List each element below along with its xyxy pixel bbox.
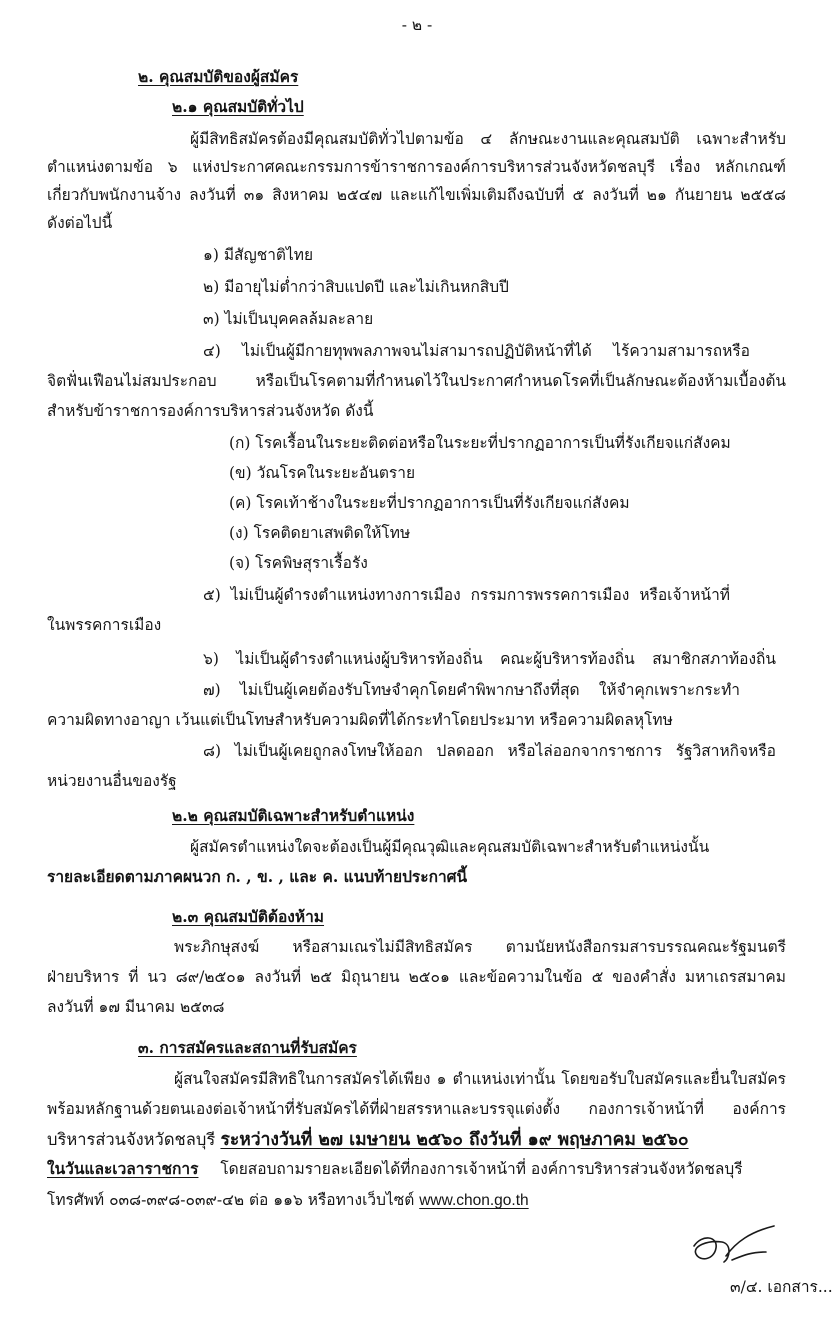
section-3-line-5 <box>47 1189 529 1212</box>
phone-text: โทรศัพท์ ๐๓๘-๓๙๘-๐๓๙-๔๒ ต่อ ๑๑๖ หรือทางเว็บไซต์ <box>47 1191 420 1209</box>
section-2-3-line-3: ลงวันที่ ๑๗ มีนาคม ๒๕๓๘ <box>47 998 225 1016</box>
application-period: ระหว่างวันที่ ๒๗ เมษายน ๒๕๖๐ ถึงวันที่ ๑๙ พฤษภาคม ๒๕๖๐ <box>220 1130 689 1150</box>
qualification-item-4-line-3: สำหรับข้าราชการองค์การบริหารส่วนจังหวัด ดังนี้ <box>47 402 374 420</box>
office-hours: ในวันและเวลาราชการ <box>47 1159 199 1178</box>
qualification-item-5-line-1: ๕) ไม่เป็นผู้ดำรงตำแหน่งทางการเมือง กรรมการพรรคการเมือง หรือเจ้าหน้าที่ <box>203 586 730 604</box>
intro-line-4: ดังต่อไปนี้ <box>47 214 113 232</box>
section-3-line-4 <box>47 1158 743 1180</box>
qualification-item-3: ๓) ไม่เป็นบุคคลล้มละลาย <box>203 310 374 328</box>
section-2-1-title: ๒.๑ คุณสมบัติทั่วไป <box>172 97 304 116</box>
section-3-line-3 <box>47 1128 786 1152</box>
qualification-item-8-line-1: ๘) ไม่เป็นผู้เคยถูกลงโทษให้ออก ปลดออก หรือไล่ออกจากราชการ รัฐวิสาหกิจหรือ <box>203 742 776 760</box>
section-2-2-line-2: รายละเอียดตามภาคผนวก ก. , ข. , และ ค. แนบท้ายประกาศนี้ <box>47 867 468 886</box>
section-3-line-4-text: โดยสอบถามรายละเอียดได้ที่กองการเจ้าหน้าที่ องค์การบริหารส่วนจังหวัดชลบุรี <box>220 1160 743 1178</box>
qualification-item-4-line-1: ๔) ไม่เป็นผู้มีกายทุพพลภาพจนไม่สามารถปฏิบัติหน้าที่ได้ ไร้ความสามารถหรือ <box>203 342 750 360</box>
section-3-line-1: ผู้สนใจสมัครมีสิทธิในการสมัครได้เพียง ๑ ตำแหน่งเท่านั้น โดยขอรับใบสมัครและยื่นใบสมัคร <box>174 1070 786 1088</box>
section-2-2-title: ๒.๒ คุณสมบัติเฉพาะสำหรับตำแหน่ง <box>172 806 415 825</box>
intro-line-2: ตำแหน่งตามข้อ ๖ แห่งประกาศคณะกรรมการข้าราชการองค์การบริหารส่วนจังหวัดชลบุรี เรื่อง หลักเกณฑ์ <box>47 158 786 176</box>
qualification-item-5-line-2: ในพรรคการเมือง <box>47 616 162 634</box>
section-3-line-2: พร้อมหลักฐานด้วยตนเองต่อเจ้าหน้าที่รับสมัครได้ที่ฝ่ายสรรหาและบรรจุแต่งตั้ง กองการเจ้าหน้าที่ องค์การ <box>47 1100 786 1118</box>
disease-item-a: (ก) โรคเรื้อนในระยะติดต่อหรือในระยะที่ปรากฏอาการเป็นที่รังเกียจแก่สังคม <box>229 434 731 452</box>
qualification-item-7-line-1: ๗) ไม่เป็นผู้เคยต้องรับโทษจำคุกโดยคำพิพากษาถึงที่สุด ให้จำคุกเพราะกระทำ <box>203 681 740 699</box>
intro-line-1: ผู้มีสิทธิสมัครต้องมีคุณสมบัติทั่วไปตามข้อ ๔ ลักษณะงานและคุณสมบัติ เฉพาะสำหรับ <box>190 130 786 148</box>
disease-item-d: (ง) โรคติดยาเสพติดให้โทษ <box>229 524 411 542</box>
section-2-3-title: ๒.๓ คุณสมบัติต้องห้าม <box>172 907 325 926</box>
page-number: - ๒ - <box>401 16 433 34</box>
section-2-3-line-1: พระภิกษุสงฆ์ หรือสามเณรไม่มีสิทธิสมัคร ตามนัยหนังสือกรมสารบรรณคณะรัฐมนตรี <box>174 938 786 956</box>
signature-mark <box>686 1222 786 1278</box>
section-2-3-line-2: ฝ่ายบริหาร ที่ นว ๘๙/๒๕๐๑ ลงวันที่ ๒๕ มิถุนายน ๒๕๐๑ และข้อความในข้อ ๕ ของคำสั่ง มหาเถรสมาคม <box>47 968 786 986</box>
intro-line-3: เกี่ยวกับพนักงานจ้าง ลงวันที่ ๓๑ สิงหาคม ๒๕๔๗ และแก้ไขเพิ่มเติมถึงฉบับที่ ๕ ลงวันที่ ๒๑ กันยายน ๒๕๕๘ <box>47 186 786 204</box>
website-link[interactable]: www.chon.go.th <box>419 1192 529 1209</box>
next-page-reference: ๓/๔. เอกสาร... <box>730 1278 833 1296</box>
qualification-item-4-line-2: จิตฟั่นเฟือนไม่สมประกอบ หรือเป็นโรคตามที่กำหนดไว้ในประกาศกำหนดโรคที่เป็นลักษณะต้องห้ามเบื้องต้น <box>47 372 786 390</box>
qualification-item-1: ๑) มีสัญชาติไทย <box>203 246 314 264</box>
section-2-heading: ๒. คุณสมบัติของผู้สมัคร <box>138 67 299 86</box>
disease-item-b: (ข) วัณโรคในระยะอันตราย <box>229 464 416 482</box>
section-3-heading: ๓. การสมัครและสถานที่รับสมัคร <box>138 1038 357 1057</box>
qualification-item-6: ๖) ไม่เป็นผู้ดำรงตำแหน่งผู้บริหารท้องถิ่น คณะผู้บริหารท้องถิ่น สมาชิกสภาท้องถิ่น <box>203 650 776 668</box>
qualification-item-8-line-2: หน่วยงานอื่นของรัฐ <box>47 772 177 790</box>
disease-item-c: (ค) โรคเท้าช้างในระยะที่ปรากฏอาการเป็นที่รังเกียจแก่สังคม <box>229 494 630 512</box>
qualification-item-2: ๒) มีอายุไม่ต่ำกว่าสิบแปดปี และไม่เกินหกสิบปี <box>203 278 509 296</box>
qualification-item-7-line-2: ความผิดทางอาญา เว้นแต่เป็นโทษสำหรับความผิดที่ได้กระทำโดยประมาท หรือความผิดลหุโทษ <box>47 711 673 729</box>
disease-item-e: (จ) โรคพิษสุราเรื้อรัง <box>229 554 368 572</box>
section-2-2-line-1: ผู้สมัครตำแหน่งใดจะต้องเป็นผู้มีคุณวุฒิและคุณสมบัติเฉพาะสำหรับตำแหน่งนั้น <box>190 838 710 856</box>
section-3-line-3-text: บริหารส่วนจังหวัดชลบุรี <box>47 1130 221 1149</box>
